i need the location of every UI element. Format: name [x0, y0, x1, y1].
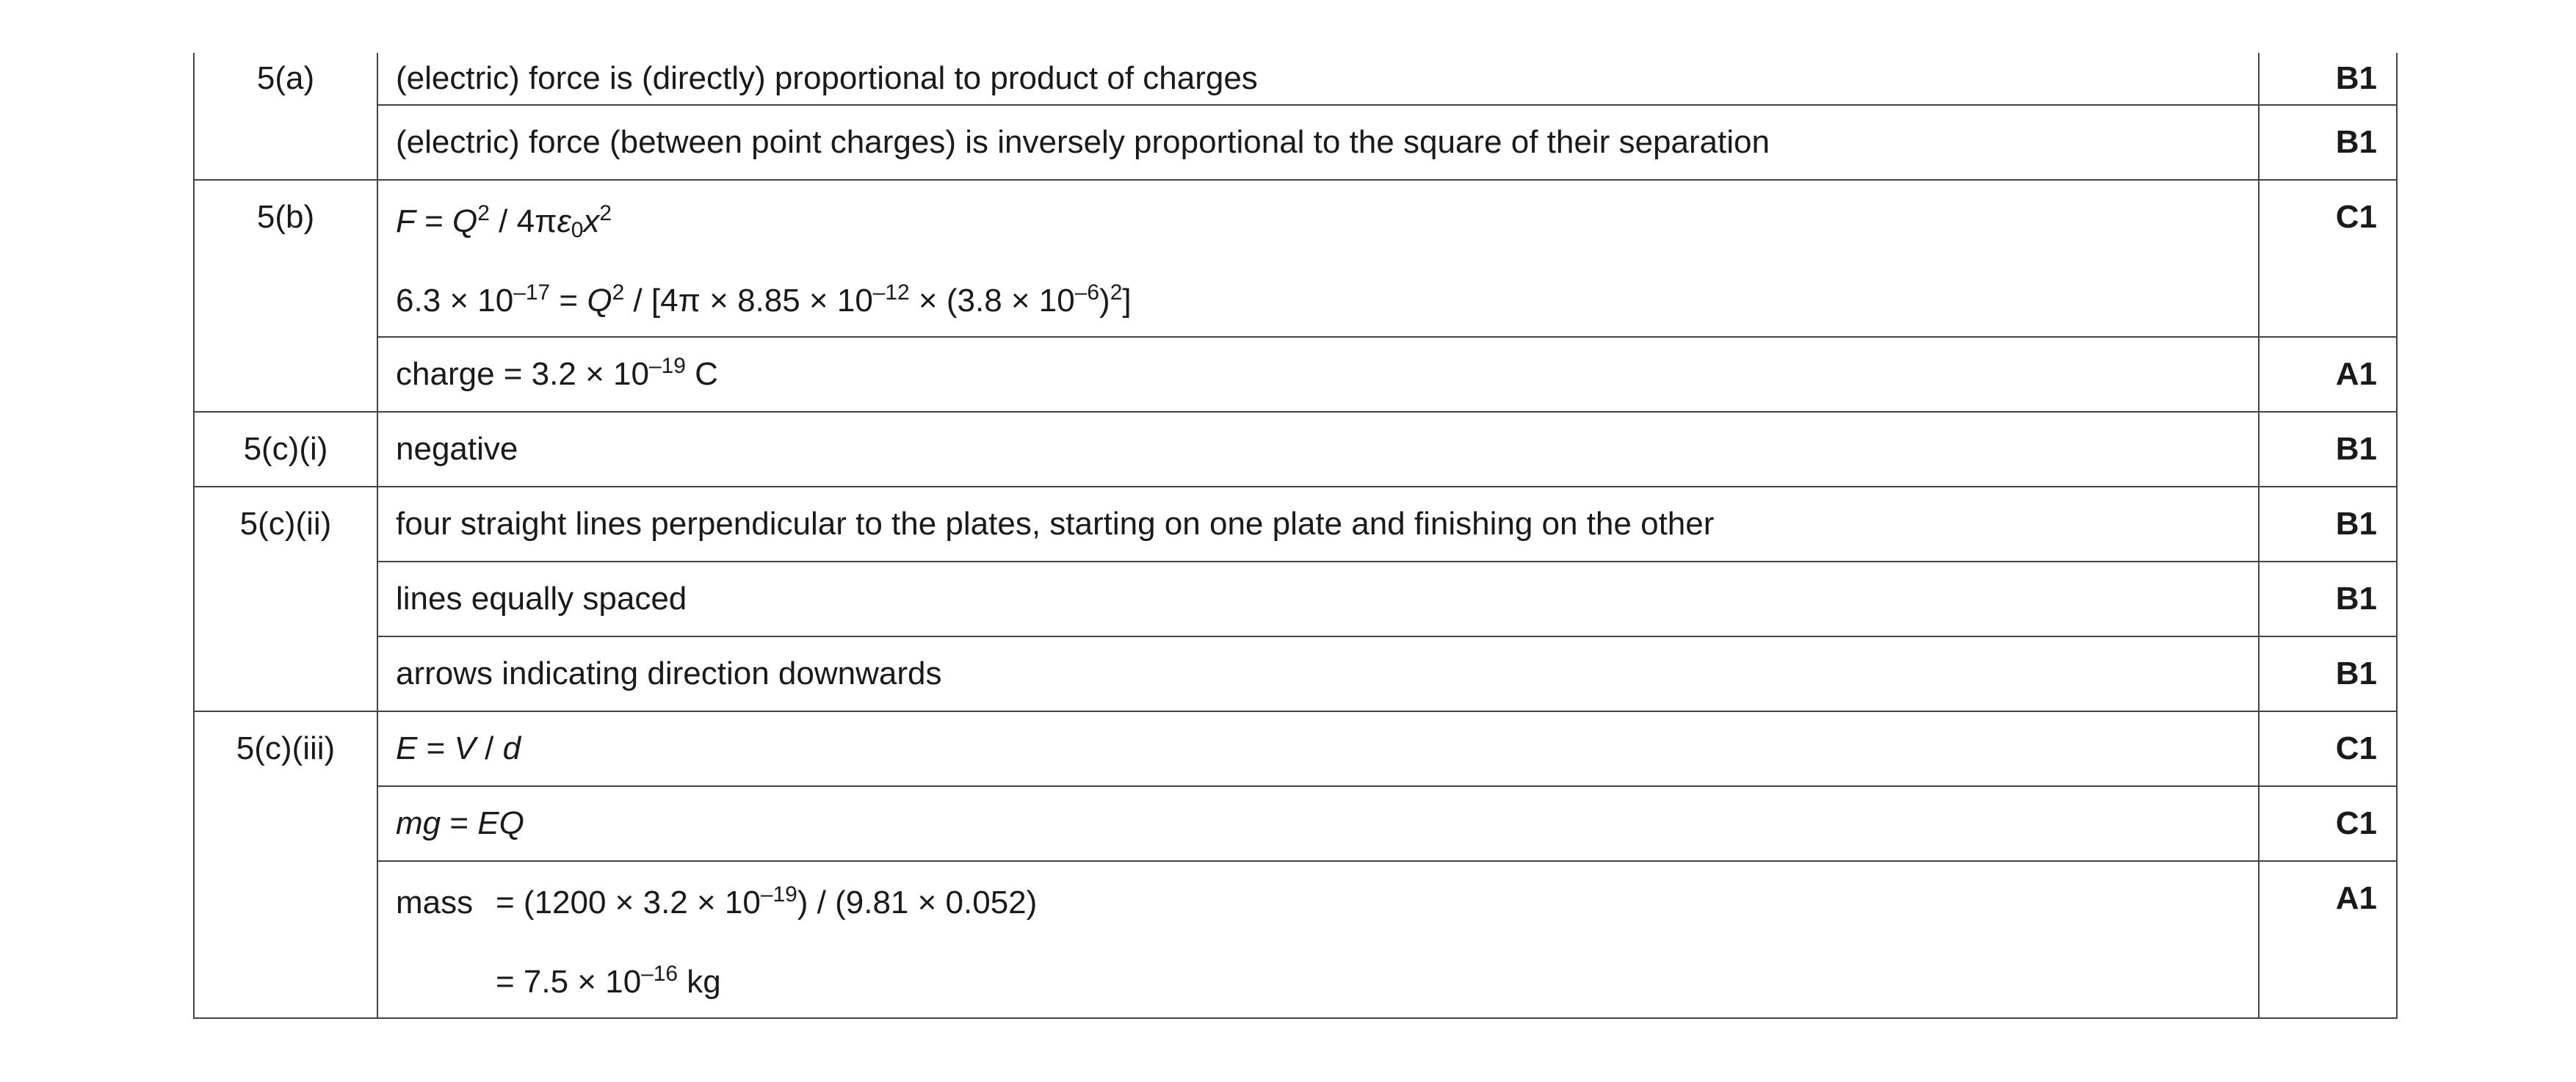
mark-cell — [2259, 861, 2397, 1018]
question-number: 5(c)(i) — [243, 431, 328, 467]
mark-code: B1 — [2335, 656, 2377, 691]
formula-line: $F = Q^2 / 4\pi\varepsilon_0x^2$ — [396, 200, 612, 243]
mark-code: B1 — [2335, 506, 2377, 542]
answer-text: negative — [396, 431, 518, 467]
mark-cell — [2259, 180, 2397, 337]
table-row — [194, 562, 2397, 636]
table-row — [194, 487, 2397, 562]
answer-cell — [377, 562, 2259, 636]
answer-text: lines equally spaced — [396, 581, 687, 617]
question-number-cell — [194, 53, 377, 180]
table-row — [194, 861, 2397, 1018]
question-number: 5(b) — [256, 199, 315, 235]
mark-cell — [2259, 711, 2397, 786]
question-number: 5(c)(iii) — [236, 730, 336, 766]
question-number: 5(a) — [256, 60, 315, 96]
mark-scheme-table — [193, 53, 2398, 1019]
answer-cell — [377, 636, 2259, 711]
table-row — [194, 337, 2397, 412]
result-line: = $7.5 \times 10^{-16}$ kg — [496, 961, 721, 1000]
table-row — [194, 786, 2397, 861]
mark-cell — [2259, 105, 2397, 180]
answer-cell — [377, 412, 2259, 487]
substitution-line: $6.3 \times 10^{-17} = Q^2 / [4\pi \times 8.85 \times 10^{-12} \times (3.8 \times 10^{-6})^2]$ — [396, 280, 1132, 319]
table-row — [194, 711, 2397, 786]
mark-code: B1 — [2335, 60, 2377, 96]
mark-cell — [2259, 636, 2397, 711]
mark-code: C1 — [2335, 805, 2377, 841]
mark-code: B1 — [2335, 124, 2377, 160]
answer-cell — [377, 487, 2259, 562]
mark-code: B1 — [2335, 431, 2377, 467]
answer-cell — [377, 180, 2259, 337]
mark-cell — [2259, 487, 2397, 562]
answer-text: four straight lines perpendicular to the plates, starting on one plate and finishing on the other — [396, 506, 1715, 542]
question-number-cell — [194, 711, 377, 1018]
mark-cell — [2259, 337, 2397, 412]
mark-code: A1 — [2335, 880, 2377, 916]
table-row — [194, 180, 2397, 337]
mark-cell — [2259, 786, 2397, 861]
answer-text: arrows indicating direction downwards — [396, 656, 942, 691]
mark-cell — [2259, 562, 2397, 636]
answer-cell — [377, 53, 2259, 105]
answer-text: (electric) force (between point charges) is inversely proportional to the square of their separation — [396, 124, 1770, 160]
question-number-cell — [194, 487, 377, 711]
mark-cell — [2259, 53, 2397, 105]
table-row — [194, 53, 2397, 105]
answer-cell — [377, 861, 2259, 1018]
question-number-cell — [194, 412, 377, 487]
answer-cell: E = V / d — [377, 711, 2259, 786]
answer-cell: mg = EQ — [377, 786, 2259, 861]
mark-code: C1 — [2335, 199, 2377, 235]
calculation-line: mass = $(1200 \times 3.2 \times 10^{-19}) / (9.81 \times 0.052)$ — [396, 882, 1038, 921]
answer-cell: charge = $3.2 \times 10^{-19}$ C — [377, 337, 2259, 412]
mark-code: C1 — [2335, 730, 2377, 766]
mark-code: B1 — [2335, 581, 2377, 617]
answer-cell — [377, 105, 2259, 180]
question-number: 5(c)(ii) — [239, 506, 332, 542]
answer-text: (electric) force is (directly) proportional to product of charges — [396, 60, 1258, 96]
mark-cell — [2259, 412, 2397, 487]
table-row — [194, 105, 2397, 180]
question-number-cell — [194, 180, 377, 412]
table-row — [194, 636, 2397, 711]
mark-code: A1 — [2335, 356, 2377, 392]
table-row — [194, 412, 2397, 487]
